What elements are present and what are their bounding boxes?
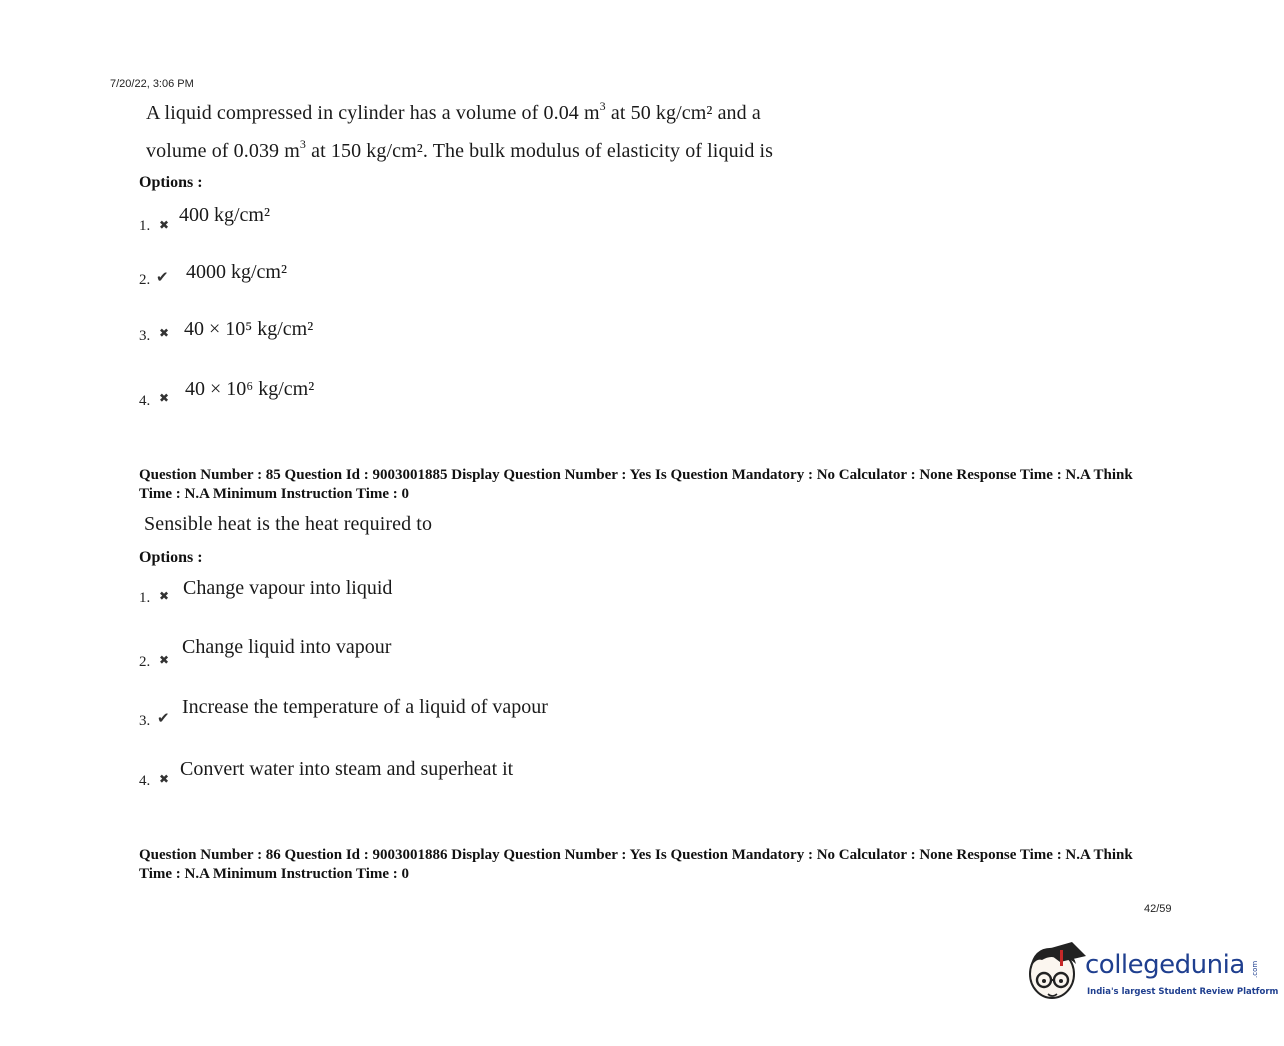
option-number: 2. — [139, 654, 151, 670]
q84-line2-part-b: at 150 kg/cm². The bulk modulus of elasticity of liquid is — [306, 140, 774, 162]
q85-options-label: Options : — [139, 549, 203, 566]
option-number: 1. — [139, 590, 151, 606]
option-number: 3. — [139, 328, 151, 344]
option-number: 4. — [139, 773, 151, 789]
cross-icon: ✖ — [159, 589, 170, 603]
q86-metadata: Question Number : 86 Question Id : 9003001886 Display Question Number : Yes Is Question Mandatory : No Calculator : None Response Time : N.A Think Time : N.A Minimum Instruction Time : 0 — [139, 847, 1133, 882]
option-text: 400 kg/cm² — [179, 204, 270, 226]
q85-question-text: Sensible heat is the heat required to — [144, 513, 433, 535]
option-number: 2. — [139, 272, 151, 288]
brand-name: collegedunia — [1085, 950, 1245, 980]
cross-icon: ✖ — [159, 218, 170, 232]
question-text-line-1 — [146, 99, 761, 125]
cross-icon: ✖ — [159, 326, 170, 340]
option-text: Change vapour into liquid — [183, 577, 393, 599]
print-timestamp: 7/20/22, 3:06 PM — [110, 78, 194, 90]
cross-icon: ✖ — [159, 653, 170, 667]
option-number: 4. — [139, 393, 151, 409]
option-number: 1. — [139, 218, 151, 234]
option-text: Change liquid into vapour — [182, 636, 392, 658]
q85-metadata: Question Number : 85 Question Id : 9003001885 Display Question Number : Yes Is Question Mandatory : No Calculator : None Response Time : N.A Think Time : N.A Minimum Instruction Time : 0 — [139, 467, 1133, 502]
question-text-line-2 — [146, 137, 774, 163]
q84-line1-part-a: A liquid compressed in cylinder has a volume of 0.04 m — [146, 102, 600, 124]
q84-line1-superscript: 3 — [599, 99, 606, 114]
q84-line2-superscript: 3 — [299, 137, 307, 152]
option-text: Convert water into steam and superheat it — [180, 758, 514, 780]
q84-line2-part-a: volume of 0.039 m — [146, 140, 300, 162]
option-text: Increase the temperature of a liquid of vapour — [182, 696, 548, 718]
q84-options-label: Options : — [139, 174, 203, 191]
check-icon: ✔ — [157, 709, 170, 727]
cross-icon: ✖ — [159, 391, 170, 405]
option-text: 40 × 10⁵ kg/cm² — [184, 318, 314, 340]
option-text: 4000 kg/cm² — [186, 261, 287, 283]
brand-suffix: .com — [1251, 960, 1259, 978]
cross-icon: ✖ — [159, 772, 170, 786]
option-text: 40 × 10⁶ kg/cm² — [185, 378, 315, 400]
check-icon: ✔ — [156, 268, 169, 286]
brand-tagline: India's largest Student Review Platform — [1087, 987, 1279, 997]
q84-line1-part-b: at 50 kg/cm² and a — [605, 102, 761, 124]
page-number: 42/59 — [1144, 903, 1172, 915]
option-number: 3. — [139, 713, 151, 729]
